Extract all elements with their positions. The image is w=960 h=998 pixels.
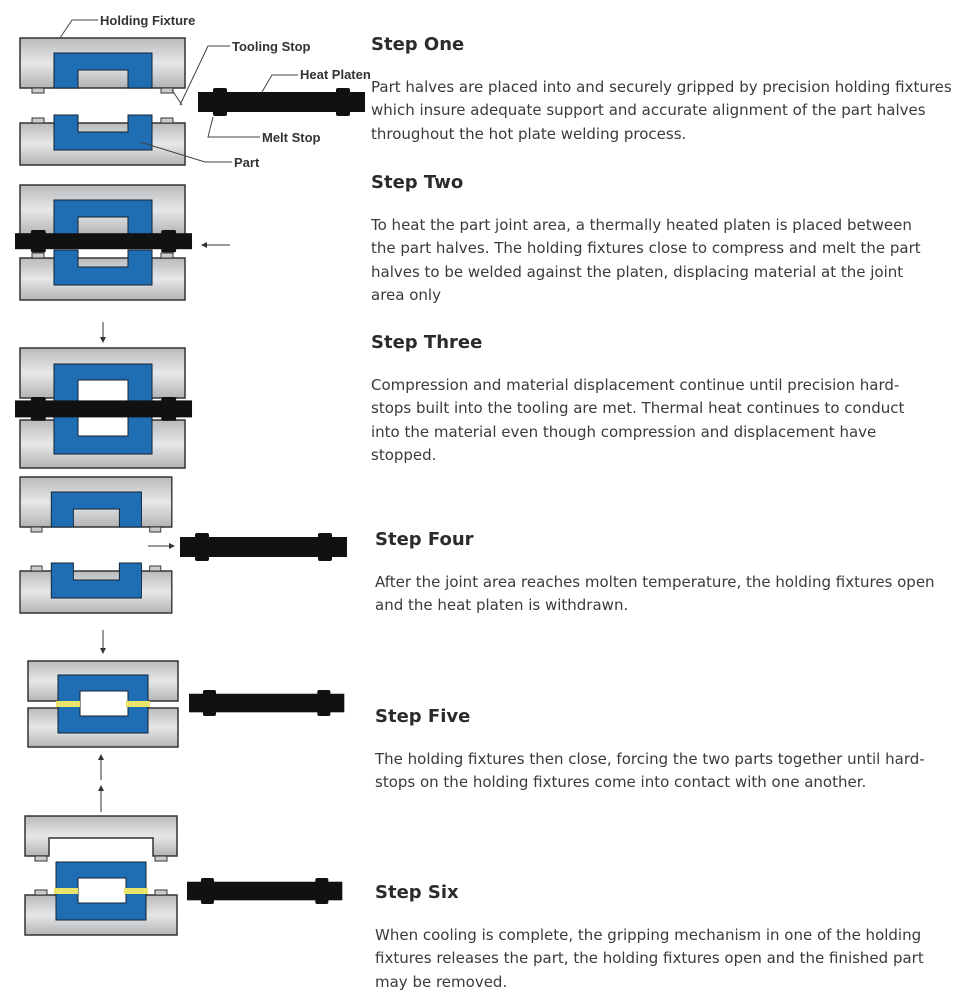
step-description: The holding fixtures then close, forcing the two parts together until hard-stops on the holding fixtures come into contact with one another.	[375, 750, 925, 792]
label-holding-fixture: Holding Fixture	[100, 13, 196, 28]
label-melt-stop: Melt Stop	[262, 130, 321, 145]
step-title: Step Six	[375, 882, 459, 903]
step-description: To heat the part joint area, a thermally heated platen is placed between the part halves. The holding fixtures close to compress and melt the part halves to be welded against the platen, displacing material at the joint area only	[371, 216, 921, 304]
step-five-illustration	[28, 661, 344, 812]
step-title: Step Two	[371, 172, 464, 193]
label-heat-platen: Heat Platen	[300, 67, 371, 82]
step-description: Part halves are placed into and securely gripped by precision holding fixtures which insure adequate support and accurate alignment of the part halves throughout the hot plate welding process.	[371, 78, 952, 143]
step-four	[375, 529, 955, 618]
step-one-illustration	[20, 13, 371, 170]
step-title: Step Four	[375, 529, 474, 550]
step-title: Step Three	[371, 332, 483, 353]
step-description: After the joint area reaches molten temperature, the holding fixtures open and the heat platen is withdrawn.	[375, 573, 935, 615]
step-six	[375, 882, 945, 994]
step-three	[371, 332, 931, 467]
step-two-illustration	[15, 185, 230, 342]
step-description: Compression and material displacement continue until precision hard-stops built into the tooling are met. Thermal heat continues to conduct into the material even though compression and displacement have stopped.	[371, 376, 905, 464]
step-title: Step One	[371, 34, 465, 55]
step-three-illustration	[15, 348, 192, 468]
step-description: When cooling is complete, the gripping mechanism in one of the holding fixtures releases the part, the holding fixtures open and the finished part may be removed.	[375, 926, 924, 991]
label-part: Part	[234, 155, 260, 170]
label-tooling-stop: Tooling Stop	[232, 39, 311, 54]
step-six-illustration	[25, 816, 342, 935]
step-five	[375, 706, 945, 795]
step-title: Step Five	[375, 706, 471, 727]
step-four-illustration	[20, 477, 347, 653]
step-two	[371, 172, 941, 307]
step-one	[371, 34, 956, 146]
